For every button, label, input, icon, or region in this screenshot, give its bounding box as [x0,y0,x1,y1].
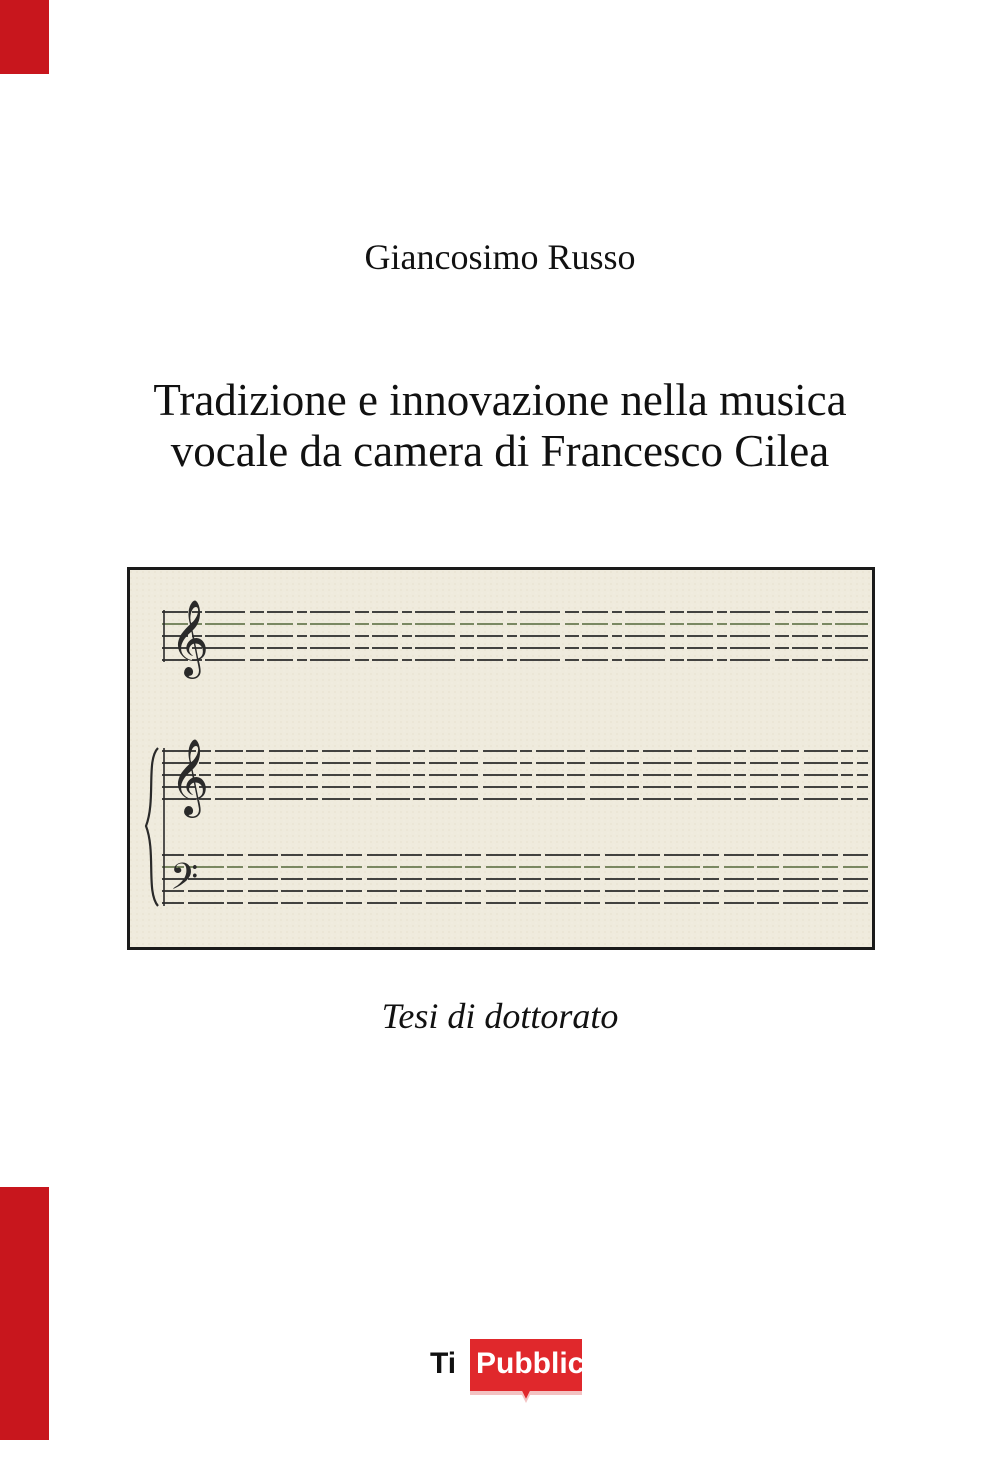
publisher-logo-prefix: Ti [430,1347,457,1380]
treble-clef-icon: 𝄞 [170,738,210,815]
title-line-1: Tradizione e innovazione nella musica [153,375,847,425]
publisher-logo-name: Pubblica [476,1347,602,1380]
blank-staves-svg [130,570,872,947]
author-name: Giancosimo Russo [364,237,636,277]
title-line-2: vocale da camera di Francesco Cilea [170,426,830,476]
book-title [0,375,1000,477]
bass-clef-icon: 𝄢 [170,856,199,907]
red-corner-accent-top [0,0,49,74]
document-type-subtitle: Tesi di dottorato [381,996,619,1036]
red-edge-accent-bottom [0,1187,49,1440]
publisher-logo [430,1333,602,1413]
treble-clef-icon: 𝄞 [170,599,210,676]
music-score-illustration [127,567,875,950]
